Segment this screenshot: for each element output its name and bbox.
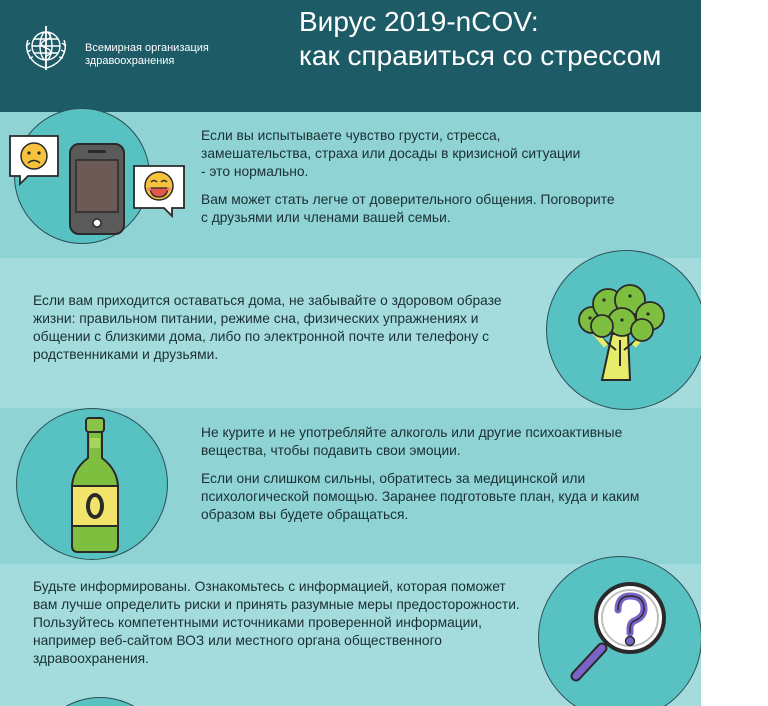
section-3-text (201, 424, 693, 524)
header-banner (0, 0, 701, 112)
org-name-line2: здравоохранения (85, 55, 175, 67)
section-1-text (201, 127, 621, 227)
section-2-paragraph-1: Если вам приходится оставаться дома, не забывайте о здоровом образе жизни: правильном питании, режиме сна, физических упражнениях и общении с близкими дома, либо по электронной почте или телефону с родственниками и друзьями. (33, 293, 502, 362)
phone-emoji-icon (4, 128, 194, 238)
org-name-line1: Всемирная организация (85, 42, 209, 54)
section-1-paragraph-1: Если вы испытываете чувство грусти, стресса, замешательства, страха или досады в кризисной ситуации - это нормально. (201, 128, 581, 179)
title-line1: Вирус 2019-nCOV: (299, 6, 539, 37)
section-4-text (33, 578, 543, 668)
magnifier-question-icon (568, 576, 678, 686)
broccoli-icon (572, 280, 672, 384)
page-title (299, 5, 699, 73)
section-2-text (33, 292, 543, 364)
title-line2: как справиться со стрессом (299, 40, 662, 71)
bottle-icon (66, 414, 126, 556)
section-3-paragraph-2: Если они слишком сильны, обратитесь за медицинской или психологической помощью. Заранее подготовьте план, куда и каким образом вы будете обращаться. (201, 471, 640, 522)
section-3-paragraph-1: Не курите и не употребляйте алкоголь или другие психоактивные вещества, чтобы подавить свои эмоции. (201, 425, 623, 458)
organization-name (85, 42, 245, 68)
section-1-paragraph-2: Вам может стать легче от доверительного общения. Поговорите с друзьями или членами вашей семьи. (201, 192, 615, 225)
section-4-paragraph-1: Будьте информированы. Ознакомьтесь с информацией, которая поможет вам лучше определить риски и принять разумные меры предосторожности. Пользуйтесь компетентными источниками проверенной информации, например веб-сайтом ВОЗ или местного органа общественного здравоохранения. (33, 579, 520, 666)
who-emblem-icon (20, 22, 72, 74)
